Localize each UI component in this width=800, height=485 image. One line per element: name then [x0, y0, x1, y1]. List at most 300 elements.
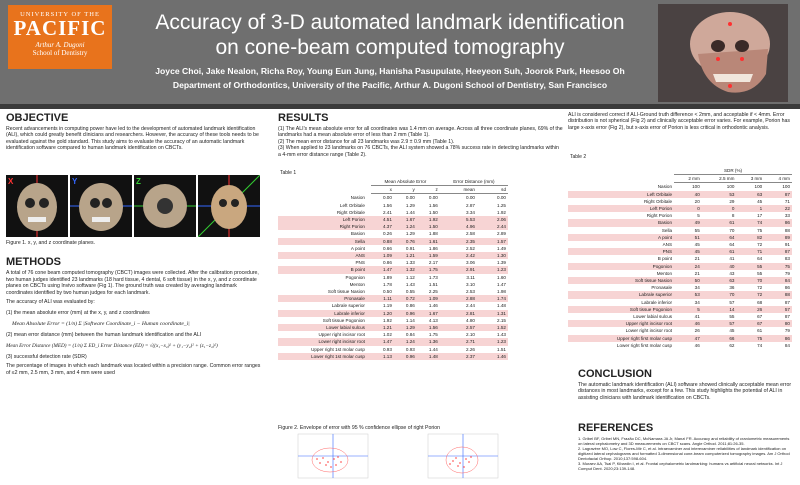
- table1-row: [278, 266, 508, 273]
- table1-row: [278, 252, 508, 259]
- table2-landmark: Basion: [568, 219, 674, 226]
- table1-row: [278, 310, 508, 317]
- table1-landmark: Soft tissue Nasion: [327, 289, 365, 295]
- table1-landmark: Right Orbitale: [336, 209, 365, 215]
- table2-cell: 63: [702, 277, 737, 284]
- table1-cell: 2.17: [428, 260, 438, 266]
- table1-cell: 1.21: [371, 324, 394, 331]
- table1-col-y: y: [394, 186, 417, 194]
- table2-landmark: Upper right first molar cusp: [568, 335, 674, 342]
- error-envelope-figure: [278, 432, 538, 480]
- table2-landmark: Lower right first molar cusp: [616, 342, 673, 348]
- table2-cell: 53: [674, 291, 702, 298]
- coordinate-planes-figure: [6, 175, 261, 237]
- table1-cell: 1.56: [417, 324, 440, 331]
- table1-cell: 0.50: [382, 289, 392, 295]
- table1-cell: 0.00: [405, 195, 415, 201]
- table1-cell: 2.57: [440, 324, 477, 331]
- left-column: [6, 112, 264, 152]
- table1-cell: 1.30: [477, 252, 508, 259]
- table1-landmark: Right Porion: [278, 223, 371, 230]
- table1-row: [278, 288, 508, 295]
- methods-evaluated-by: The accuracy of ALI was evaluated by:: [6, 299, 95, 306]
- table1-cell: 1.46: [428, 303, 438, 309]
- table2-cell: 75: [764, 263, 792, 270]
- table1-cell: 0.86: [382, 260, 392, 266]
- table1-cell: 2.25: [428, 289, 438, 295]
- table1-cell: 0.00: [465, 195, 475, 201]
- methods-item3: (3) successful detection rate (SDR): [6, 354, 87, 361]
- table2-cell: 86: [764, 335, 792, 342]
- table2-row: [568, 277, 792, 284]
- table1-cell: 4.37: [371, 223, 394, 230]
- table1-col-x: x: [371, 186, 394, 194]
- table1-col-z: z: [417, 186, 440, 194]
- table1-cell: 3.06: [465, 260, 475, 266]
- table2-row: [568, 335, 792, 342]
- table1-cell: 0.86: [405, 303, 415, 309]
- plane-x-label: X: [8, 177, 14, 186]
- table1-cell: 2.87: [465, 202, 475, 208]
- table2-row: [568, 299, 792, 306]
- methods-item2: (2) mean error distance (mm) between the human landmark identification and the ALI: [6, 332, 202, 339]
- logo-line4: School of Dentistry: [32, 49, 88, 57]
- poster-header: [0, 0, 800, 104]
- table1-cell: 1.60: [497, 274, 506, 280]
- table2-row: [568, 291, 792, 298]
- table1-cell: 1.12: [405, 274, 415, 280]
- table2-cell: 100: [692, 184, 700, 190]
- table2: [568, 167, 792, 349]
- table1-landmark: Lower right incisor root: [278, 338, 371, 345]
- table1-cell: 1.32: [394, 266, 417, 273]
- results-heading: RESULTS: [278, 112, 329, 124]
- table2-row: [568, 313, 792, 320]
- table1-row: [278, 245, 508, 252]
- table2-cell: 70: [736, 277, 764, 284]
- reference-item: 2. Lagravère MO, Low C, Flores-Mir C, et al. Intraexaminer and interexaminer reliabilities of landmark identification on digitized lateral cephalograms and formatted 3-dimensional cone-beam computerized tomography images. Am J Orthod Dentofacial Orthop. 2010;137:598-604.: [578, 446, 790, 461]
- table1-landmark: B point: [278, 266, 371, 273]
- table2-cell: 21: [694, 270, 700, 276]
- table2-cell: 66: [702, 335, 737, 342]
- table1-row: [278, 216, 508, 223]
- table1-landmark: A point: [350, 245, 365, 251]
- conclusion-section: [578, 368, 792, 401]
- table2-cell: 34: [694, 299, 700, 305]
- plane-3d-image: [198, 175, 260, 237]
- title-line2: on cone-beam computed tomography: [215, 36, 565, 59]
- table2-cell: 34: [694, 285, 700, 291]
- table2-cell: 86: [784, 285, 790, 291]
- table2-cell: 64: [729, 242, 735, 248]
- table2-landmark: Right Porion: [646, 213, 673, 219]
- table2-cell: 74: [736, 219, 764, 226]
- table2-cell: 22: [764, 205, 792, 212]
- table2-row: [568, 306, 792, 313]
- table1-cell: 0.96: [394, 310, 417, 317]
- table1-cell: 2.81: [440, 310, 477, 317]
- table1-cell: 1.36: [417, 338, 440, 345]
- table1-cell: 1.67: [394, 216, 417, 223]
- conclusion-heading: CONCLUSION: [578, 368, 652, 380]
- table2-cell: 86: [764, 219, 792, 226]
- table1-cell: 1.21: [394, 252, 417, 259]
- table2-row: [568, 219, 792, 226]
- table1-cell: 2.53: [465, 289, 475, 295]
- table2-cell: 46: [694, 342, 700, 348]
- table2-cell: 40: [674, 191, 702, 198]
- table2-cell: 63: [736, 191, 764, 198]
- table1-cell: 1.48: [417, 353, 440, 360]
- table1-row: [278, 209, 508, 216]
- table1-cell: 1.49: [497, 245, 506, 251]
- table1-cell: 0.66: [382, 245, 392, 251]
- results-r2: (2) The mean error distance for all 23 landmarks was 2.9 ± 0.9 mm (Table 1).: [278, 138, 455, 145]
- table1-cell: 1.47: [371, 266, 394, 273]
- table1-cell: 1.20: [371, 310, 394, 317]
- table2-cell: 70: [729, 227, 735, 233]
- table2-cell: 55: [757, 270, 763, 276]
- table2-cell: 0: [702, 205, 737, 212]
- table1-col-sd: sd: [477, 186, 508, 194]
- table2-row: [568, 342, 792, 349]
- table1-cell: 0.00: [428, 195, 438, 201]
- table2-cell: 51: [674, 234, 702, 241]
- table1-cell: 1.23: [477, 338, 508, 345]
- table2-cell: 100: [754, 184, 763, 190]
- authors: Joyce Choi, Jake Nealon, Richa Roy, Young Eun Jung, Hanisha Pasupulate, Heeyeon Suh, Joorok Park, Heesoo Oh: [155, 66, 625, 76]
- table1-cell: 1.73: [428, 274, 438, 280]
- table1-cell: 1.14: [405, 317, 415, 323]
- table1-cell: 1.52: [477, 324, 508, 331]
- table1-cell: 1.39: [497, 260, 506, 266]
- table1-cell: 1.29: [394, 324, 417, 331]
- logo-line2: PACIFIC: [13, 16, 107, 40]
- table2-cell: 88: [784, 227, 790, 233]
- table1-cell: 2.35: [440, 238, 477, 245]
- table2-cell: 53: [702, 191, 737, 198]
- table1-cell: 1.59: [417, 252, 440, 259]
- table1-cell: 2.37: [440, 353, 477, 360]
- poster-title: [150, 10, 630, 60]
- table1-cell: 2.52: [465, 245, 475, 251]
- table1-cell: 1.19: [382, 303, 392, 309]
- table1-cell: 2.91: [440, 266, 477, 273]
- table1-cell: 2.44: [465, 303, 475, 309]
- table2-cell: 75: [736, 335, 764, 342]
- table2-cell: 21: [694, 256, 700, 262]
- table2-landmark: Pogonion: [568, 263, 674, 270]
- table2-cell: 50: [674, 277, 702, 284]
- table2-landmark: Upper right incisor root: [568, 320, 674, 327]
- table2-cell: 79: [784, 270, 790, 276]
- methods-section: [6, 240, 264, 376]
- table1-row: [278, 281, 508, 288]
- table1-cell: 0.76: [394, 238, 417, 245]
- table2-cell: 87: [784, 314, 790, 320]
- conclusion-text: The automatic landmark identification (ALI) software showed clinically acceptable mean error distances in most landmarks, except for a few. This study highlights the potential of ALI in assisting clinicians with landmark identification on CBCTs.: [578, 382, 792, 401]
- table1-cell: 5.53: [440, 216, 477, 223]
- table1-cell: 1.89: [382, 274, 392, 280]
- table2-landmark: Lower labial sulcus: [633, 314, 673, 320]
- logo-line3: Arthur A. Dugoni: [35, 41, 85, 49]
- plane-x-image: [6, 175, 68, 237]
- table2-row: [568, 327, 792, 334]
- table1-cell: 2.44: [477, 223, 508, 230]
- table1-cell: 0.96: [394, 353, 417, 360]
- title-line1: Accuracy of 3-D automated landmark identification: [155, 11, 625, 34]
- table1-cell: 1.09: [371, 252, 394, 259]
- table1-cell: 2.71: [440, 338, 477, 345]
- table1-row: [278, 353, 508, 360]
- table2-cell: 91: [784, 242, 790, 248]
- table2-row: [568, 234, 792, 241]
- table1-landmark: Pronasale: [278, 295, 371, 302]
- table2-landmark: Labrale inferior: [641, 299, 673, 305]
- table1-row: [278, 223, 508, 230]
- references-list: [578, 436, 792, 471]
- table2-cell: 5: [674, 306, 702, 313]
- table1-cell: 1.13: [371, 353, 394, 360]
- table1-cell: 1.43: [405, 281, 415, 287]
- table2-row: [568, 183, 792, 191]
- table2-cell: 41: [729, 256, 735, 262]
- middle-column: [278, 112, 563, 158]
- table1-row: [278, 238, 508, 245]
- table1-cell: 1.24: [394, 223, 417, 230]
- table2-row: [568, 212, 792, 219]
- table2-cell: 79: [784, 328, 790, 334]
- table1-cell: 1.31: [477, 310, 508, 317]
- table1-row: [278, 331, 508, 338]
- table2-cell: 61: [702, 219, 737, 226]
- results-r3: (3) When applied to 23 landmarks on 76 CBCTs, the ALI system showed a 78% success rate in detecting landmarks within a 4-mm error distance range (Table 2).: [278, 145, 559, 158]
- table1-group-ed: Error Distance (mm): [440, 178, 508, 186]
- table1-cell: 1.48: [497, 303, 506, 309]
- table1-cell: 3.34: [465, 209, 475, 215]
- table1-cell: 1.09: [417, 295, 440, 302]
- table2-col-25mm: 2.5 mm: [702, 175, 737, 183]
- table1-row: [278, 346, 508, 353]
- table1-cell: 1.29: [405, 231, 415, 237]
- table1-landmark: Upper right incisor root: [318, 332, 365, 338]
- table2-cell: 74: [757, 342, 763, 348]
- table2-cell: 82: [736, 234, 764, 241]
- table1-cell: 0.00: [497, 195, 506, 201]
- table1-cell: 4.96: [440, 223, 477, 230]
- table2-cell: 47: [674, 335, 702, 342]
- table1-cell: 1.43: [497, 332, 506, 338]
- table2-row: [568, 320, 792, 327]
- table2-cell: 68: [757, 299, 763, 305]
- table2-cell: 41: [694, 314, 700, 320]
- formula-mae: Mean Absolute Error = (1/n) Σ |Software Coordinate_i − Human coordinate_i|: [12, 320, 190, 327]
- table1-cell: 1.75: [417, 266, 440, 273]
- table2-cell: 36: [729, 285, 735, 291]
- table1-cell: 0.72: [394, 295, 417, 302]
- table1-row: [278, 338, 508, 345]
- table2-cell: 61: [757, 328, 763, 334]
- table1-cell: 1.11: [371, 295, 394, 302]
- table1-landmark: Labrale superior: [331, 303, 365, 309]
- table2-row: [568, 198, 792, 205]
- table1-landmark: Lower labial sulcus: [278, 324, 371, 331]
- references-heading: REFERENCES: [578, 422, 654, 434]
- table2-landmark: Pronasale: [651, 285, 673, 291]
- table1-row: [278, 230, 508, 237]
- table2-cell: 14: [702, 306, 737, 313]
- table1-cell: 1.57: [477, 238, 508, 245]
- plane-y-label: Y: [72, 177, 78, 186]
- table1-row: [278, 202, 508, 209]
- table2-caption: Table 2: [570, 154, 587, 160]
- table2-cell: 45: [694, 242, 700, 248]
- table2-cell: 70: [702, 291, 737, 298]
- table2-cell: 100: [726, 184, 735, 190]
- table2-cell: 26: [694, 328, 700, 334]
- table2-cell: 1: [736, 205, 764, 212]
- table1-cell: 1.56: [382, 202, 392, 208]
- table2-cell: 100: [782, 184, 790, 190]
- table1-landmark: Pogonion: [345, 274, 365, 280]
- table2-cell: 57: [764, 306, 792, 313]
- table2-cell: 64: [757, 256, 763, 262]
- table1-cell: 1.29: [405, 202, 415, 208]
- table2-cell: 72: [757, 285, 763, 291]
- table2-cell: 26: [736, 306, 764, 313]
- plane-z-label: Z: [136, 177, 141, 186]
- table1-cell: 1.92: [382, 317, 392, 323]
- references-section: [578, 422, 792, 471]
- table1-cell: 1.61: [417, 238, 440, 245]
- table2-landmark: Nasion: [657, 184, 673, 190]
- university-logo: [8, 5, 112, 69]
- table1-cell: 2.89: [497, 231, 506, 237]
- table2-cell: 64: [702, 234, 737, 241]
- table2-row: [568, 227, 792, 234]
- table1-cell: 0.00: [382, 195, 392, 201]
- skull-3d-image: [658, 4, 788, 102]
- table2-row: [568, 270, 792, 277]
- table1-cell: 4.51: [371, 216, 394, 223]
- table2-cell: 83: [784, 256, 790, 262]
- table1-landmark: Basion: [350, 231, 365, 237]
- table1-cell: 2.42: [440, 252, 477, 259]
- table1-row: [278, 295, 508, 302]
- scatter-panel-2: [428, 434, 498, 478]
- table2-cell: 72: [757, 242, 763, 248]
- scatter-panel-1: [298, 434, 368, 478]
- table2-cell: 55: [736, 263, 764, 270]
- table2-cell: 84: [764, 277, 792, 284]
- table2-cell: 87: [784, 299, 790, 305]
- table2-cell: 61: [702, 248, 737, 255]
- table1-landmark: Upper right 1st molar cusp: [311, 346, 365, 352]
- table2-row: [568, 263, 792, 270]
- department: Department of Orthodontics, University of the Pacific, Arthur A. Dugoni School of Dentistry, San Francisco: [172, 80, 608, 90]
- table1-cell: 0.84: [405, 332, 415, 338]
- table2-cell: 87: [764, 248, 792, 255]
- table2-cell: 55: [729, 314, 735, 320]
- table1-cell: 1.86: [428, 245, 438, 251]
- table1-cell: 1.67: [417, 310, 440, 317]
- table1-cell: 0.55: [405, 289, 415, 295]
- figure1-caption: Figure 1. x, y, and z coordinate planes.: [6, 240, 96, 246]
- header-divider: [0, 104, 800, 109]
- table2-row: [568, 284, 792, 291]
- table2-cell: 71: [736, 248, 764, 255]
- table1-cell: 1.51: [428, 281, 438, 287]
- table1-cell: 4.80: [465, 317, 475, 323]
- table2-cell: 8: [731, 213, 735, 219]
- table1-landmark: PNS: [355, 260, 365, 266]
- table2-cell: 29: [729, 198, 735, 204]
- table2-cell: 57: [702, 320, 737, 327]
- right-column: [568, 112, 792, 131]
- formula-med: Mean Error Distance (MED) = (1/n) Σ ED_i Error Distance (ED) = √((x₁−x₂)² + (y₁−y₂)² + (z₁−z₂)²): [6, 342, 218, 349]
- table1-cell: 1.47: [497, 281, 506, 287]
- figure2-caption: Figure 2. Envelope of error with 95 % confidence ellipse of right Porion: [278, 425, 441, 431]
- table2-landmark: Lower right incisor root: [625, 328, 673, 334]
- table2-landmark: B point: [657, 256, 673, 262]
- table1-cell: 3.11: [466, 274, 475, 280]
- table1-group-mae: Mean Absolute Error: [371, 178, 440, 186]
- table1-row: [278, 324, 508, 331]
- table1-cell: 1.46: [477, 353, 508, 360]
- reference-item: 3. Muraev AA, Tsai P, Kibardin I, et al. Frontal cephalometric landmarking: humans vs artificial neural networks. Int J Comput Dent. 2020;23:139-148.: [578, 461, 783, 471]
- table2-cell: 45: [729, 328, 735, 334]
- plane-y-image: [70, 175, 132, 237]
- table2-col-3mm: 3 mm: [736, 175, 764, 183]
- plane-z-image: [134, 175, 196, 237]
- table2-cell: 20: [694, 198, 700, 204]
- table1-cell: 1.98: [497, 289, 506, 295]
- table2-cell: 46: [674, 320, 702, 327]
- logo-line1: UNIVERSITY OF THE: [20, 11, 100, 18]
- table1-cell: 1.02: [382, 332, 392, 338]
- table1-cell: 1.23: [477, 266, 508, 273]
- table1-cell: 1.25: [497, 202, 506, 208]
- table1-cell: 1.74: [477, 295, 508, 302]
- table2-landmark: Menton: [656, 270, 673, 276]
- table1-cell: 0.93: [382, 346, 392, 352]
- table2-cell: 43: [729, 270, 735, 276]
- table2-cell: 87: [764, 191, 792, 198]
- table2-cell: 5: [697, 213, 700, 219]
- table2-col-2mm: 2 mm: [674, 175, 702, 183]
- reference-item: 1. Gribel BF, Gribel MN, Frazão DC, McNamara JA Jr, Manzi FR. Accuracy and reliability of craniometric measurements on lateral cephalometry and 3D measurements on CBCT scans. Angle Orthod. 2011;81:26-35.: [578, 436, 790, 446]
- table1-cell: 1.50: [417, 223, 440, 230]
- table1-cell: 2.06: [477, 216, 508, 223]
- table1-cell: 1.50: [428, 209, 438, 215]
- table2-row: [568, 241, 792, 248]
- table2-landmark: Left Porion: [568, 205, 674, 212]
- table2-cell: 71: [784, 198, 790, 204]
- table2-cell: 62: [729, 342, 735, 348]
- table1-cell: 0.91: [405, 245, 415, 251]
- table1-cell: 2.58: [465, 231, 475, 237]
- table1-cell: 1.51: [497, 346, 506, 352]
- table2-cell: 57: [729, 299, 735, 305]
- table1-row: [278, 274, 508, 281]
- table2-landmark: Left Orbitale: [568, 191, 674, 198]
- table2-row: [568, 255, 792, 262]
- table2-cell: 17: [757, 213, 763, 219]
- table2-landmark: Soft tissue Pogonion: [568, 306, 674, 313]
- table1-cell: 2.26: [465, 346, 475, 352]
- table1-cell: 0.26: [382, 231, 392, 237]
- table1-cell: 1.78: [382, 281, 392, 287]
